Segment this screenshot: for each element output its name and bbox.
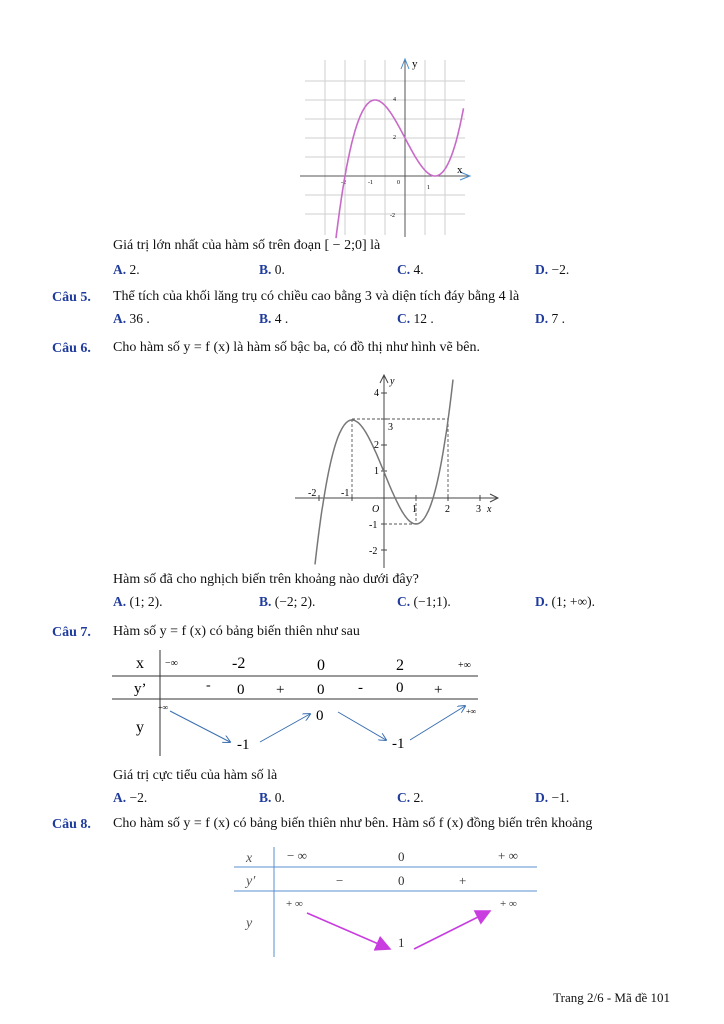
option-letter: B. xyxy=(259,790,272,805)
vt8-arrow-down-icon xyxy=(307,913,390,949)
q7-option-c[interactable] xyxy=(397,790,424,806)
option-letter: D. xyxy=(535,262,549,277)
graph2-ytick: -2 xyxy=(369,546,378,557)
vt7-sign: 0 xyxy=(317,682,325,698)
vt7-y-value: -1 xyxy=(392,736,405,752)
question-label-8: Câu 8. xyxy=(52,817,91,832)
graph-cubic-1 xyxy=(300,55,475,240)
graph2-ytick: 2 xyxy=(374,440,379,451)
vt7-arrow-down-icon xyxy=(338,712,386,740)
q5-option-b[interactable] xyxy=(259,311,288,327)
option-text: 36 . xyxy=(129,311,150,326)
graph-cubic-2 xyxy=(290,370,505,570)
vt8-x-label: x xyxy=(246,851,253,866)
question-label-6: Câu 6. xyxy=(52,341,91,356)
q5-option-c[interactable] xyxy=(397,311,434,327)
graph2-ytick: 4 xyxy=(374,388,379,399)
vt7-sign: - xyxy=(206,678,211,693)
graph1-ytick: -2 xyxy=(390,213,395,219)
graph2-xtick: 3 xyxy=(476,504,481,515)
option-letter: A. xyxy=(113,262,127,277)
graph1-y-label: y xyxy=(412,58,418,70)
graph1-xtick: -1 xyxy=(368,180,373,186)
vt7-sign: + xyxy=(434,682,443,698)
prev-option-c[interactable] xyxy=(397,262,424,278)
option-letter: C. xyxy=(397,262,411,277)
graph1-xtick: 0 xyxy=(397,180,400,186)
question-7-prompt: Giá trị cực tiểu của hàm số là xyxy=(113,768,278,783)
option-letter: D. xyxy=(535,311,549,326)
option-text: 4 . xyxy=(274,311,289,326)
vt7-y-label: y xyxy=(136,719,144,736)
vt7-arrow-down-icon xyxy=(170,711,230,742)
option-letter: C. xyxy=(397,594,411,609)
option-text: 2. xyxy=(129,262,140,277)
vt7-y-value: +∞ xyxy=(158,703,169,712)
question-label-5: Câu 5. xyxy=(52,290,91,305)
graph2-xtick: 1 xyxy=(412,504,417,515)
option-text: −2. xyxy=(129,790,148,805)
graph1-grid xyxy=(305,60,465,235)
graph2-xtick: 2 xyxy=(445,504,450,515)
prev-option-a[interactable] xyxy=(113,262,140,278)
q6-option-c[interactable] xyxy=(397,594,451,610)
q7-option-a[interactable] xyxy=(113,790,147,806)
option-letter: C. xyxy=(397,790,411,805)
option-letter: C. xyxy=(397,311,411,326)
q7-option-d[interactable] xyxy=(535,790,569,806)
vt8-y-value: 1 xyxy=(398,935,405,950)
option-text: 0. xyxy=(274,262,285,277)
option-letter: B. xyxy=(259,262,272,277)
question-6-prompt: Hàm số đã cho nghịch biến trên khoảng nào dưới đây? xyxy=(113,572,419,587)
question-7-text: Hàm số y = f (x) có bảng biến thiên như sau xyxy=(113,624,360,639)
option-text: 2. xyxy=(413,790,424,805)
vt8-arrow-up-icon xyxy=(414,911,490,949)
vt8-x-value: + ∞ xyxy=(498,848,518,863)
q6-option-b[interactable] xyxy=(259,594,315,610)
q7-option-b[interactable] xyxy=(259,790,285,806)
option-letter: A. xyxy=(113,311,127,326)
vt8-x-value: − ∞ xyxy=(287,848,307,863)
page-footer: Trang 2/6 - Mã đề 101 xyxy=(553,990,670,1005)
option-text: (1; +∞). xyxy=(551,594,595,609)
option-text: (−1;1). xyxy=(413,594,451,609)
option-letter: A. xyxy=(113,790,127,805)
option-text: 4. xyxy=(413,262,424,277)
question-label-7: Câu 7. xyxy=(52,625,91,640)
option-letter: B. xyxy=(259,594,272,609)
option-text: 12 . xyxy=(413,311,434,326)
vt8-y-value: + ∞ xyxy=(500,898,517,910)
vt7-x-value: +∞ xyxy=(458,660,471,671)
q5-option-d[interactable] xyxy=(535,311,565,327)
vt7-arrow-up-icon xyxy=(410,706,465,740)
vt8-y-label: y xyxy=(246,916,253,931)
variation-table-8 xyxy=(232,845,542,960)
graph2-ytick: 3 xyxy=(388,422,393,433)
vt7-y-value: -1 xyxy=(237,737,250,753)
option-text: 0. xyxy=(274,790,285,805)
graph2-xtick: -2 xyxy=(308,488,317,499)
prev-question-text: Giá trị lớn nhất của hàm số trên đoạn [ − 2;0] là xyxy=(113,238,381,253)
vt8-x-value: 0 xyxy=(398,849,405,864)
prev-option-d[interactable] xyxy=(535,262,569,278)
variation-table-7 xyxy=(110,648,490,758)
vt7-arrow-up-icon xyxy=(260,714,310,742)
vt7-y-value: 0 xyxy=(316,708,324,724)
option-letter: D. xyxy=(535,790,549,805)
vt7-sign: 0 xyxy=(396,680,404,696)
option-letter: B. xyxy=(259,311,272,326)
vt8-sign: − xyxy=(336,873,344,888)
graph2-y-label: y xyxy=(390,376,395,387)
vt8-y-value: + ∞ xyxy=(286,898,303,910)
prev-option-b[interactable] xyxy=(259,262,285,278)
question-5-text: Thể tích của khối lăng trụ có chiều cao bằng 3 và diện tích đáy bằng 4 là xyxy=(113,289,520,304)
option-text: (−2; 2). xyxy=(274,594,316,609)
vt7-sign: - xyxy=(358,680,363,696)
graph2-ytick: 1 xyxy=(374,466,379,477)
q6-option-d[interactable] xyxy=(535,594,595,610)
vt7-sign: + xyxy=(276,682,285,698)
vt8-sign: 0 xyxy=(398,873,405,888)
graph2-origin: O xyxy=(372,504,380,515)
vt8-sign: + xyxy=(459,873,467,888)
graph1-ytick: 4 xyxy=(393,97,396,103)
graph1-curve xyxy=(336,100,464,238)
vt7-yp-label: y’ xyxy=(134,681,147,697)
option-text: 7 . xyxy=(551,311,565,326)
vt7-sign: 0 xyxy=(237,682,245,698)
graph1-ytick: 2 xyxy=(393,135,396,141)
vt7-x-label: x xyxy=(136,655,144,672)
option-text: (1; 2). xyxy=(129,594,163,609)
vt7-y-value: +∞ xyxy=(466,707,477,716)
question-6-text: Cho hàm số y = f (x) là hàm số bậc ba, có đồ thị như hình vẽ bên. xyxy=(113,340,480,355)
question-8-text: Cho hàm số y = f (x) có bảng biến thiên như bên. Hàm số f (x) đồng biến trên khoảng xyxy=(113,816,593,831)
graph2-x-label: x xyxy=(487,504,492,515)
graph1-x-label: x xyxy=(457,164,463,176)
option-text: −2. xyxy=(551,262,570,277)
vt8-yp-label: y′ xyxy=(246,874,256,889)
q5-option-a[interactable] xyxy=(113,311,150,327)
vt7-x-value: 0 xyxy=(317,657,325,674)
vt7-x-value: -2 xyxy=(232,655,246,672)
option-letter: A. xyxy=(113,594,127,609)
graph1-xtick: 1 xyxy=(427,185,430,191)
q6-option-a[interactable] xyxy=(113,594,163,610)
option-text: −1. xyxy=(551,790,570,805)
graph1-xtick: -2 xyxy=(341,180,346,186)
vt7-x-value: −∞ xyxy=(165,658,178,669)
graph2-ytick: -1 xyxy=(369,520,378,531)
graph2-xtick: -1 xyxy=(341,488,350,499)
option-letter: D. xyxy=(535,594,549,609)
vt7-x-value: 2 xyxy=(396,657,404,674)
